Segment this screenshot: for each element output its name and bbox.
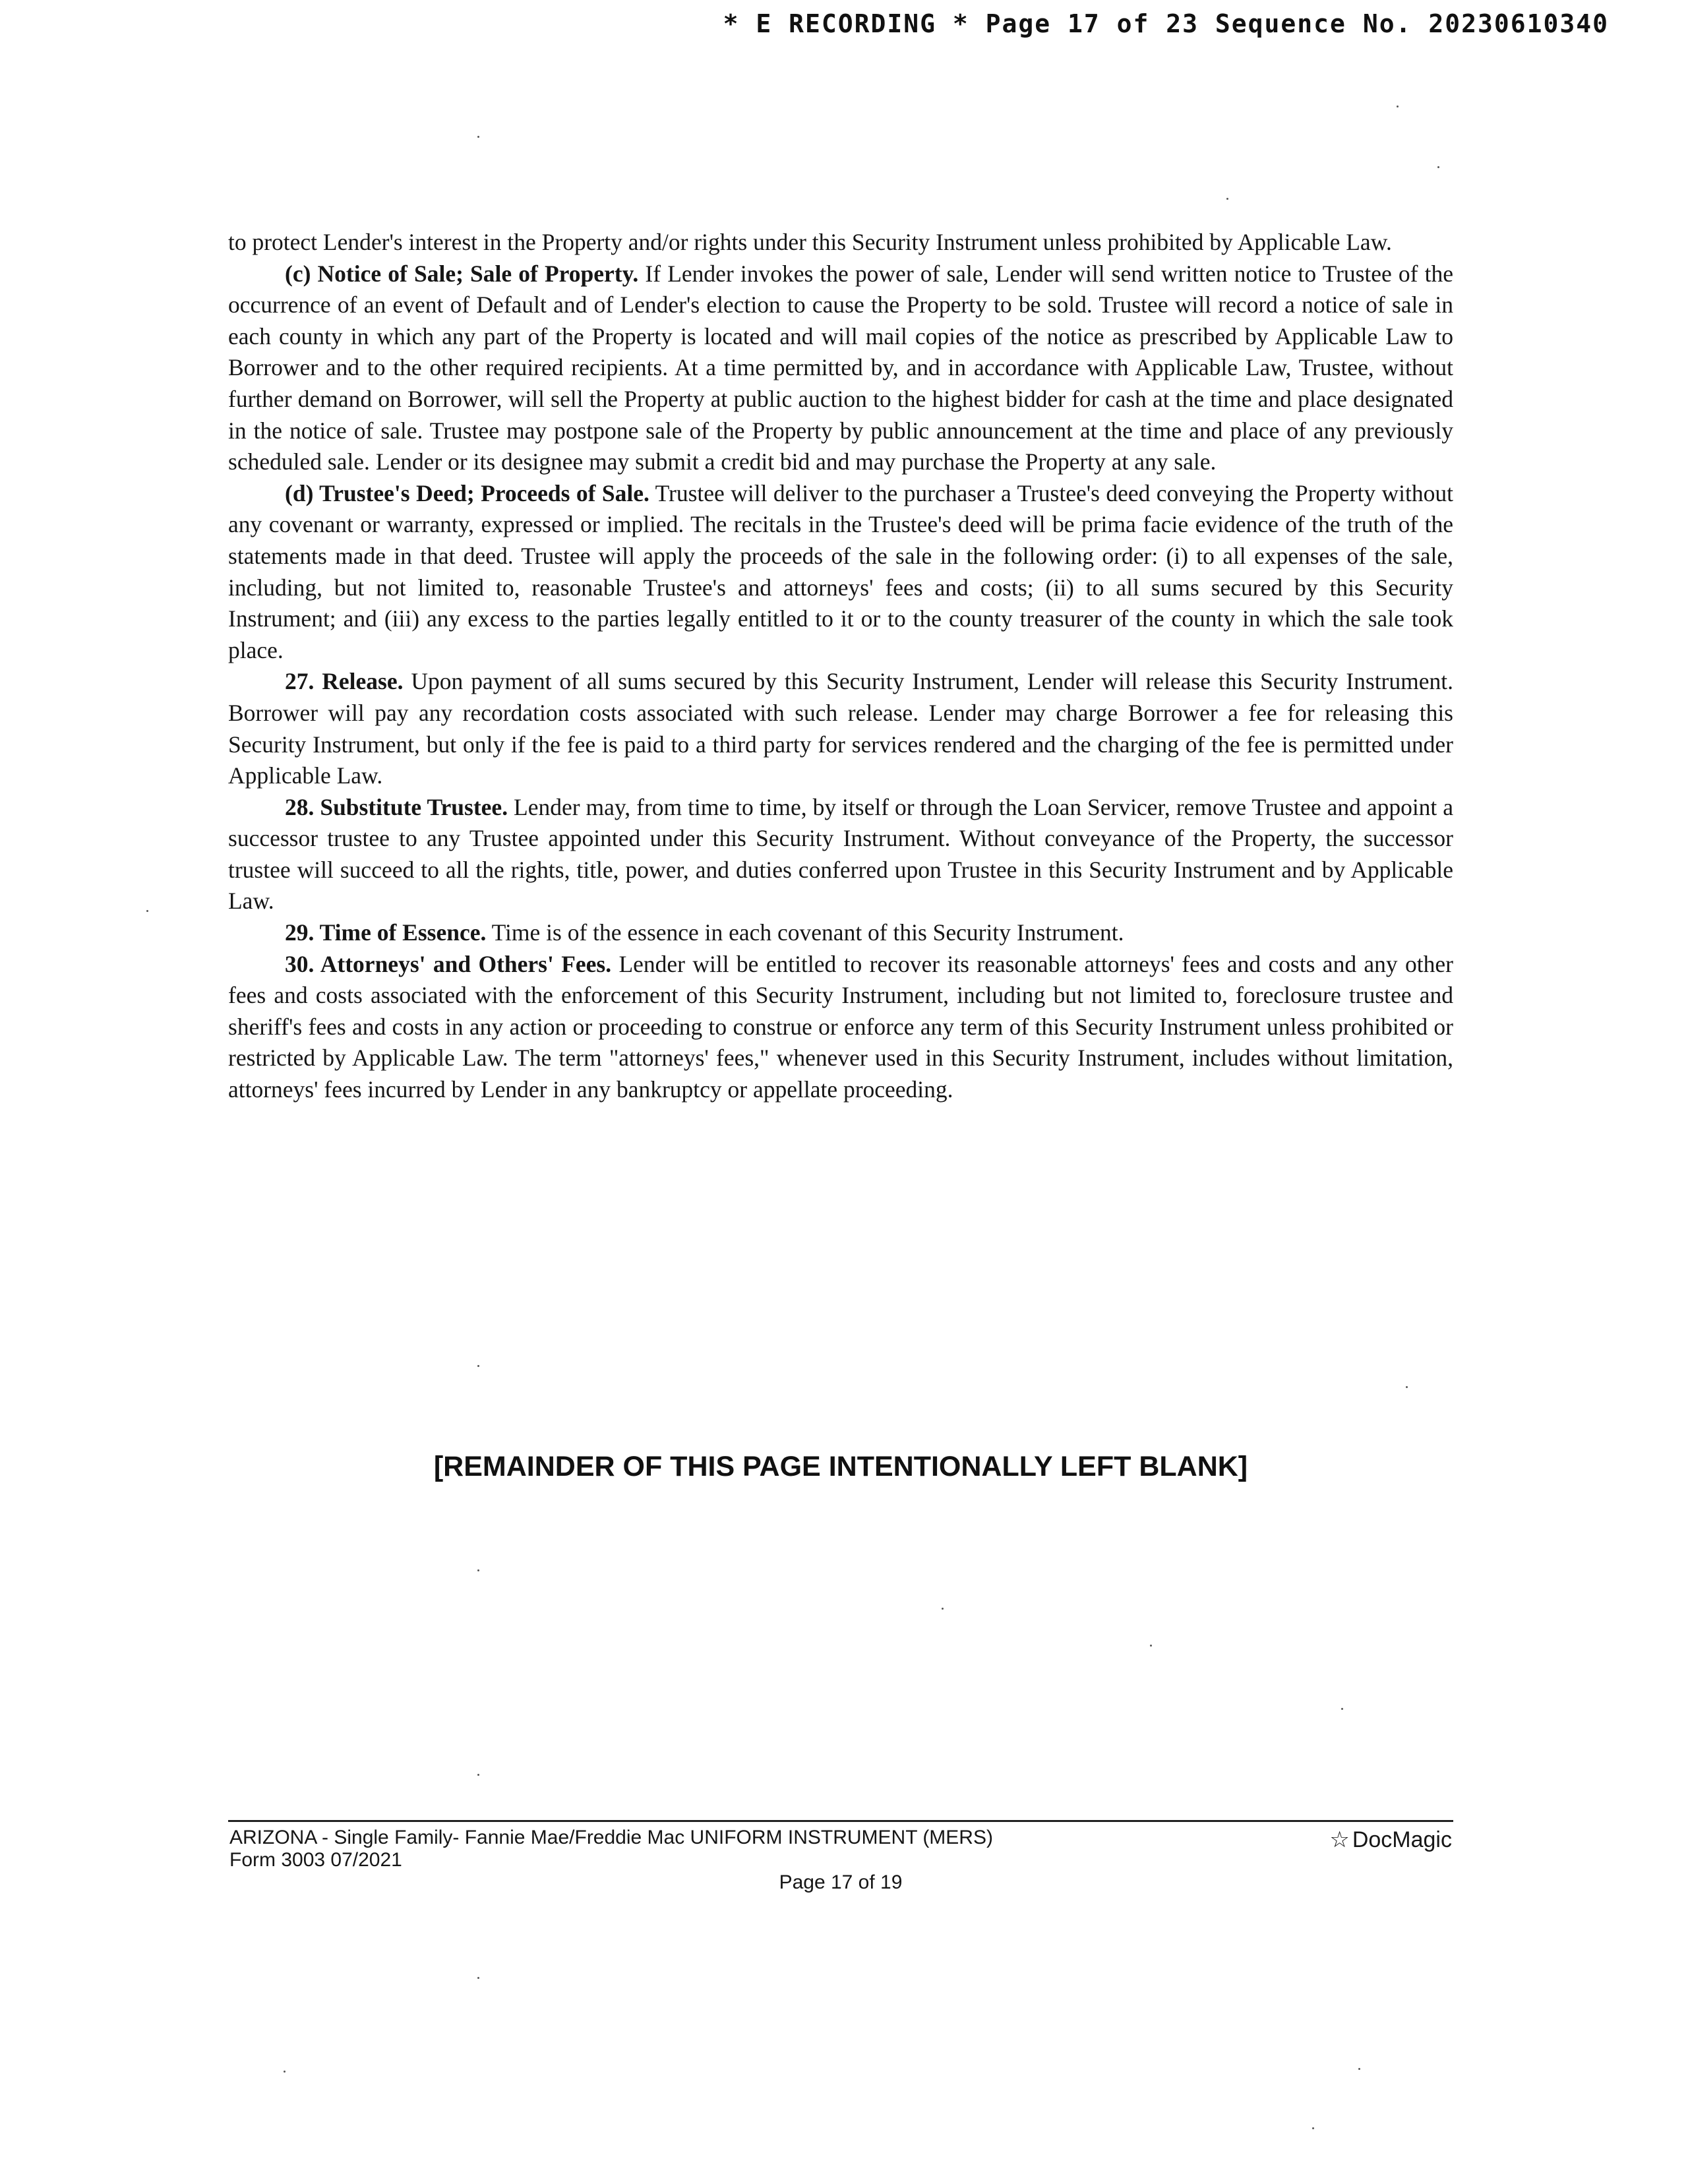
paragraph-heading: 28. Substitute Trustee. [285,793,508,820]
paragraph-text: Lender may, from time to time, by itself or through the Loan Servicer, remove Trustee and appoint a successor trustee to any Trustee appointed under this Security Instrument. Without conveyance of the Property, the successor trustee will succeed to all the rights, title, power, and duties conferred upon Trustee in this Security Instrument and by Applicable Law. [228,793,1454,915]
paragraph-text: Lender will be entitled to recover its reasonable attorneys' fees and costs and any other fees and costs associated with the enforcement of this Security Instrument, including but not limited to, foreclosure trustee and sheriff's fees and costs in any action or proceeding to construe or enforce any term of this Security Instrument unless prohibited or restricted by Applicable Law. The term "attorneys' fees," whenever used in this Security Instrument, includes without limitation, attorneys' fees incurred by Lender in any bankruptcy or appellate proceeding. [228,950,1453,1103]
scan-speck [284,2071,286,2073]
scan-speck [1406,1386,1408,1388]
paragraph-release [228,666,1453,791]
paragraph-trustees-deed [228,478,1453,667]
brand-name: DocMagic [1352,1827,1452,1852]
paragraph-heading: (d) Trustee's Deed; Proceeds of Sale. [285,479,649,506]
scan-speck [942,1608,944,1610]
scan-speck [1226,198,1228,200]
paragraph-substitute-trustee [228,792,1453,917]
star-icon: ☆ [1329,1827,1350,1852]
scan-speck [1437,166,1439,168]
footer-divider [228,1820,1453,1822]
scan-speck [1150,1645,1152,1647]
scan-speck [477,136,479,138]
page-number: Page 17 of 19 [779,1871,903,1893]
scan-speck [1358,2068,1360,2070]
paragraph-heading: 30. Attorneys' and Others' Fees. [285,950,612,977]
paragraph-notice-of-sale [228,258,1453,478]
remainder-blank-notice: [REMAINDER OF THIS PAGE INTENTIONALLY LEFT BLANK] [433,1451,1248,1482]
paragraph-time-of-essence [228,917,1453,949]
form-title: ARIZONA - Single Family- Fannie Mae/Freddie Mac UNIFORM INSTRUMENT (MERS) [229,1827,993,1848]
form-number: Form 3003 07/2021 [229,1849,402,1871]
scan-speck [477,1977,479,1979]
paragraph-continuation [228,227,1453,258]
form-identifier [229,1827,993,1871]
paragraph-heading: 29. Time of Essence. [285,919,487,946]
scan-speck [1397,106,1399,107]
scan-speck [477,1365,479,1367]
document-body [228,227,1453,1106]
scan-speck [1341,1708,1343,1710]
recording-stamp: * E RECORDING * Page 17 of 23 Sequence No. 20230610340 [723,9,1609,38]
docmagic-logo [1329,1827,1452,1853]
paragraph-text: Time is of the essence in each covenant of this Security Instrument. [486,919,1124,946]
paragraph-text: to protect Lender's interest in the Property and/or rights under this Security Instrument unless prohibited by Applicable Law. [228,229,1392,255]
scan-speck [477,1774,479,1776]
paragraph-attorneys-fees [228,949,1453,1106]
paragraph-text: If Lender invokes the power of sale, Lender will send written notice to Trustee of the occurrence of an event of Default and of Lender's election to cause the Property to be sold. Trustee will record a notice of sale in each county in which any part of the Property is located and will mail copies of the notice as prescribed by Applicable Law to Borrower and to the other required recipients. At a time permitted by, and in accordance with Applicable Law, Trustee, without further demand on Borrower, will sell the Property at public auction to the highest bidder for cash at the time and place designated in the notice of sale. Trustee may postpone sale of the Property by public announcement at the time and place of any previously scheduled sale. Lender or its designee may submit a credit bid and may purchase the Property at any sale. [228,260,1453,475]
paragraph-text: Trustee will deliver to the purchaser a Trustee's deed conveying the Property without any covenant or warranty, expressed or implied. The recitals in the Trustee's deed will be prima facie evidence of the truth of the statements made in that deed. Trustee will apply the proceeds of the sale in the following order: (i) to all expenses of the sale, including, but not limited to, reasonable Trustee's and attorneys' fees and costs; (ii) to all sums secured by this Security Instrument; and (iii) any excess to the parties legally entitled to it or to the county treasurer of the county in which the sale took place. [228,479,1453,663]
scan-speck [146,910,148,912]
paragraph-text: Upon payment of all sums secured by this Security Instrument, Lender will release this Security Instrument. Borrower will pay any recordation costs associated with such release. Lender may charge Borrower a fee for releasing this Security Instrument, but only if the fee is paid to a third party for services rendered and the charging of the fee is permitted under Applicable Law. [228,668,1453,789]
paragraph-heading: (c) Notice of Sale; Sale of Property. [285,260,639,287]
scan-speck [1312,2127,1314,2129]
paragraph-heading: 27. Release. [285,668,404,695]
scan-speck [477,1569,479,1571]
